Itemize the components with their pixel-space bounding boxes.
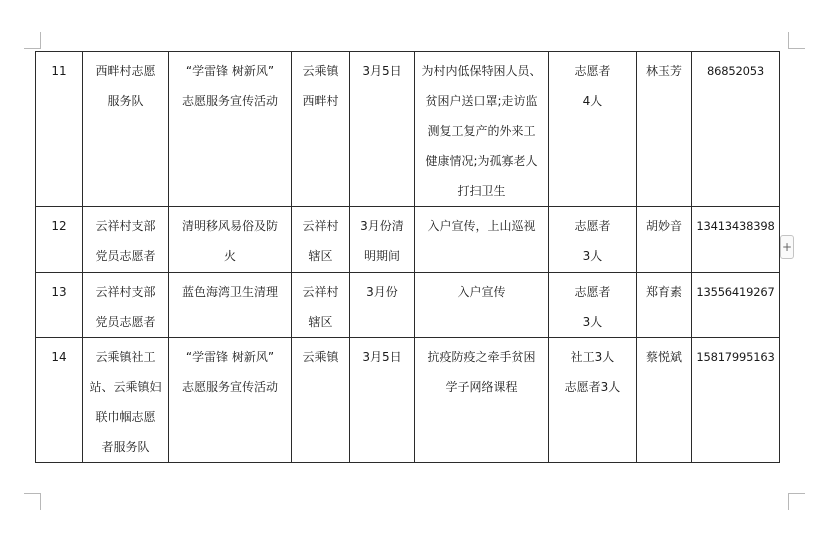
cell-line: 蓝色海湾卫生清理 [181, 285, 278, 299]
location-cell [292, 273, 350, 338]
cell-line: 4人 [582, 94, 603, 108]
cell-line: 云乘镇 [302, 64, 339, 78]
organization-cell [83, 338, 169, 463]
cell-line: 清明移风易俗及防 [181, 219, 278, 233]
content-cell [415, 338, 549, 463]
cell-line: 3月份 [366, 285, 398, 299]
cell-line: 者服务队 [101, 440, 150, 454]
cell-line: 党员志愿者 [95, 249, 156, 263]
phone-cell: 13556419267 [692, 273, 780, 338]
content-cell [415, 207, 549, 273]
cell-line: 社工3人 [570, 350, 615, 364]
cell-line: “学雷锋 树新风” [185, 64, 275, 78]
organization-cell [83, 52, 169, 207]
participants-cell [549, 207, 637, 273]
page-corner-mark-bottom-left [24, 493, 41, 510]
cell-line: 站、云乘镇妇 [89, 380, 162, 394]
contact-person-cell: 胡妙音 [637, 207, 692, 273]
cell-line: 西畔村 [302, 94, 339, 108]
volunteer-activity-table [35, 51, 780, 463]
activity-name-cell [169, 338, 292, 463]
time-cell [350, 52, 415, 207]
cell-line: 学子网络课程 [445, 380, 518, 394]
time-cell [350, 338, 415, 463]
cell-line: 联巾帼志愿 [95, 410, 156, 424]
cell-line: 志愿者 [574, 64, 611, 78]
organization-cell [83, 207, 169, 273]
cell-line: 入户宣传，上山巡视 [427, 219, 536, 233]
cell-line: 云祥村支部 [95, 285, 156, 299]
activity-name-cell [169, 52, 292, 207]
contact-person-cell: 郑育素 [637, 273, 692, 338]
participants-cell [549, 273, 637, 338]
page-corner-mark-top-left [24, 32, 41, 49]
cell-line: 明期间 [363, 249, 400, 263]
participants-cell [549, 52, 637, 207]
organization-cell [83, 273, 169, 338]
row-number-cell: 13 [36, 273, 83, 338]
table-row [36, 338, 780, 463]
add-column-button[interactable]: + [780, 235, 794, 259]
table-row [36, 273, 780, 338]
cell-line: 志愿者3人 [564, 380, 621, 394]
cell-line: 3月份清 [360, 219, 404, 233]
cell-line: 志愿服务宣传活动 [181, 380, 278, 394]
time-cell [350, 273, 415, 338]
cell-line: 入户宣传 [457, 285, 506, 299]
participants-cell [549, 338, 637, 463]
cell-line: 西畔村志愿 [95, 64, 156, 78]
location-cell [292, 338, 350, 463]
cell-line: 志愿者 [574, 219, 611, 233]
page-corner-mark-top-right [788, 32, 805, 49]
location-cell [292, 207, 350, 273]
cell-line: 辖区 [308, 315, 333, 329]
table-row [36, 52, 780, 207]
cell-line: 3人 [582, 249, 603, 263]
content-cell [415, 273, 549, 338]
table-row [36, 207, 780, 273]
phone-cell: 86852053 [692, 52, 780, 207]
activity-name-cell [169, 273, 292, 338]
cell-line: 云祥村支部 [95, 219, 156, 233]
activity-name-cell [169, 207, 292, 273]
cell-line: 志愿服务宣传活动 [181, 94, 278, 108]
phone-cell: 13413438398 [692, 207, 780, 273]
cell-line: 贫困户送口罩;走访监 [425, 94, 538, 108]
cell-line: 服务队 [107, 94, 144, 108]
cell-line: 云祥村 [302, 219, 339, 233]
contact-person-cell: 林玉芳 [637, 52, 692, 207]
phone-cell: 15817995163 [692, 338, 780, 463]
row-number-cell: 11 [36, 52, 83, 207]
cell-line: 打扫卫生 [457, 184, 506, 198]
row-number-cell: 12 [36, 207, 83, 273]
cell-line: 健康情况;为孤寡老人 [425, 154, 538, 168]
page-corner-mark-bottom-right [788, 493, 805, 510]
cell-line: 测复工复产的外来工 [427, 124, 536, 138]
cell-line: 3人 [582, 315, 603, 329]
cell-line: 为村内低保特困人员、 [421, 64, 542, 78]
cell-line: 辖区 [308, 249, 333, 263]
cell-line: 云乘镇社工 [95, 350, 156, 364]
location-cell [292, 52, 350, 207]
contact-person-cell: 蔡悦斌 [637, 338, 692, 463]
content-cell [415, 52, 549, 207]
cell-line: 抗疫防疫之牵手贫困 [427, 350, 536, 364]
cell-line: “学雷锋 树新风” [185, 350, 275, 364]
cell-line: 3月5日 [362, 64, 402, 78]
cell-line: 云祥村 [302, 285, 339, 299]
cell-line: 党员志愿者 [95, 315, 156, 329]
cell-line: 火 [223, 249, 236, 263]
cell-line: 志愿者 [574, 285, 611, 299]
cell-line: 3月5日 [362, 350, 402, 364]
time-cell [350, 207, 415, 273]
cell-line: 云乘镇 [302, 350, 339, 364]
row-number-cell: 14 [36, 338, 83, 463]
